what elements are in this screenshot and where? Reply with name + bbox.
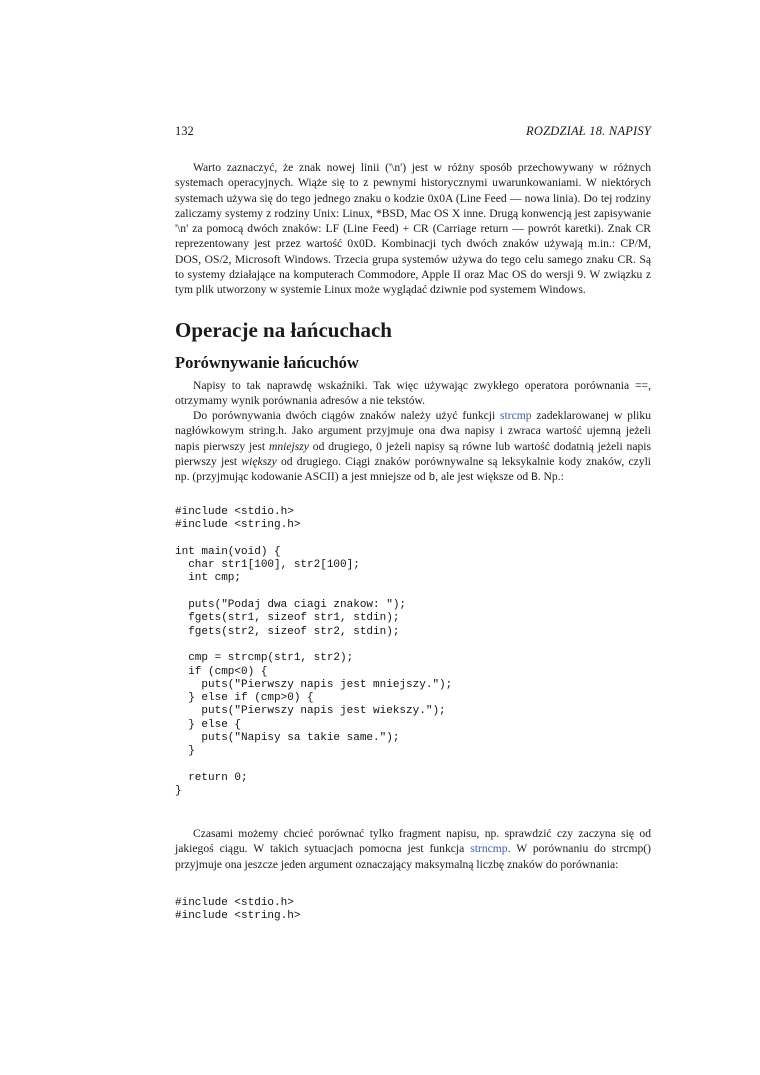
strncmp-paragraph bbox=[175, 826, 651, 872]
section-title: Operacje na łańcuchach bbox=[175, 318, 392, 342]
newline-paragraph: Warto zaznaczyć, że znak nowej linii ('\n') jest w różny sposób przechowywany w różnych systemach operacyjnych. Wiąże się to z pewnymi historycznymi uwarunkowaniami. W niektórych systemach używa się do tego jednego znaku o kodzie 0x0A (Line Feed — nowa linia). Do tej rodziny zaliczamy systemy z rodziny Unix: Linux, *BSD, Mac OS X inne. Drugą konwencją jest zapisywanie '\n' za pomocą dwóch znaków: LF (Line Feed) + CR (Carriage return — powrót karetki). Znak CR reprezentowany jest przez wartość 0x0D. Kombinacji tych dwóch znaków używają m.in.: CP/M, DOS, OS/2, Microsoft Windows. Trzecia grupa systemów używa do tego celu samego znaku CR. Są to systemy działające na komputerach Commodore, Apple II oraz Mac OS do wersji 9. W związku z tym plik utworzony w systemie Linux może wyglądać dziwnie pod systemem Windows. bbox=[175, 161, 651, 297]
page-number: 132 bbox=[175, 124, 194, 138]
emphasis-greater: większy bbox=[241, 454, 277, 468]
text-run: , ale jest większe od bbox=[435, 470, 532, 484]
text-run: od drugiego. Ciągi znaków porównywalne są leksykalnie kody znaków, czyli np. (przyjmując kodowanie ASCII) bbox=[175, 454, 652, 484]
text-run: zadeklarowanej w pliku nagłówkowym string.h. Jako argument przyjmuje ona dwa napisy i zwraca wartość ujemną jeżeli napis pierwszy jest bbox=[175, 409, 651, 453]
strcmp-code-example: #include <stdio.h> #include <string.h> int main(void) { char str1[100], str2[100]; int cmp; puts("Podaj dwa ciagi znakow: "); fgets(str1, sizeof str1, stdin); fgets(str2, sizeof str2, stdin); cmp = strcmp(str1, str2); if (cmp<0) { puts("Pierwszy napis jest mniejszy."); } else if (cmp>0) { puts("Pierwszy napis jest wiekszy."); } else { puts("Napisy sa takie same."); } return 0; } bbox=[175, 506, 453, 798]
inline-code-b: b bbox=[428, 472, 436, 485]
text-run: jest mniejsze od bbox=[348, 470, 429, 484]
strncmp-code-example: #include <stdio.h> #include <string.h> bbox=[175, 897, 301, 923]
text-run: od drugiego, 0 jeżeli napisy są równe lub wartość dodatnią jeżeli napis pierwszy jest bbox=[175, 439, 651, 468]
inline-code-B: B bbox=[531, 472, 538, 485]
strcmp-link[interactable]: strcmp bbox=[500, 409, 532, 422]
strncmp-link[interactable]: strncmp bbox=[470, 842, 508, 856]
text-run: Czasami możemy chcieć porównać tylko fragment napisu, np. sprawdzić czy zaczyna się od jakiegoś ciągu. W takich sytuacjach pomocna jest funkcja bbox=[175, 827, 651, 856]
text-run: Do porównywania dwóch ciągów znaków należy użyć funkcji bbox=[193, 409, 501, 422]
pointer-comparison-paragraph: Napisy to tak naprawdę wskaźniki. Tak więc używając zwykłego operatora porównania ==, otrzymamy wynik porównania adresów a nie tekstów. bbox=[175, 379, 651, 408]
subsection-title: Porównywanie łańcuchów bbox=[175, 353, 359, 372]
strcmp-paragraph bbox=[175, 408, 651, 486]
inline-code-a: a bbox=[341, 472, 349, 485]
page-header bbox=[175, 124, 651, 140]
emphasis-smaller: mniejszy bbox=[268, 439, 309, 453]
text-run: . Np.: bbox=[537, 470, 564, 484]
chapter-title: ROZDZIAŁ 18. NAPISY bbox=[526, 124, 651, 138]
text-run: . W porównaniu do strcmp() przyjmuje ona jeszcze jeden argument oznaczający maksymalną liczbę znaków do porównania: bbox=[175, 842, 651, 871]
